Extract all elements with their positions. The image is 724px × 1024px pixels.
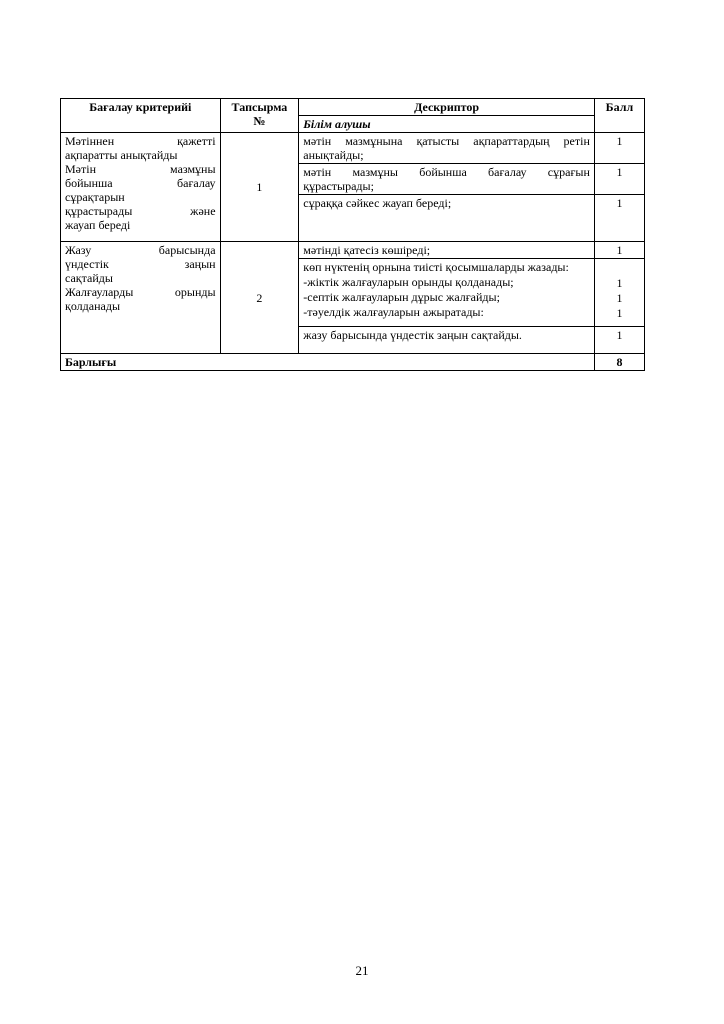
criteria-line: ақпаратты анықтайды: [65, 148, 178, 162]
task-number-2: 2: [220, 242, 299, 354]
header-descriptor: Дескриптор: [299, 99, 595, 116]
criteria-line: Мәтіннен қажетті: [65, 134, 216, 148]
table-row: [61, 242, 645, 259]
descriptor-line: -жіктік жалғауларын орынды қолданады;: [303, 275, 514, 289]
total-score: 8: [594, 354, 644, 371]
descriptor-line: -тәуелдік жалғауларын ажыратады:: [303, 305, 484, 319]
score-cell: 1: [594, 164, 644, 195]
score-cell: 1: [594, 327, 644, 354]
header-learner: Білім алушы: [299, 116, 595, 133]
criteria-line: сақтайды: [65, 271, 113, 285]
descriptor-cell: сұраққа сәйкес жауап береді;: [299, 195, 595, 242]
score-line: 1: [616, 306, 623, 320]
descriptor-line: -септік жалғауларын дұрыс жалғайды;: [303, 290, 500, 304]
table-row: [61, 133, 645, 164]
descriptor-cell: мәтінді қатесіз көшіреді;: [299, 242, 595, 259]
score-cell: 1: [594, 242, 644, 259]
header-score: Балл: [594, 99, 644, 133]
descriptor-cell: [299, 259, 595, 327]
score-line: 1: [616, 276, 623, 290]
total-row: [61, 354, 645, 371]
criteria-line: сұрақтарын: [65, 190, 125, 204]
page-number: 21: [355, 963, 369, 978]
score-cell: 1: [594, 133, 644, 164]
score-cell: 1: [594, 195, 644, 242]
task-number-1: 1: [220, 133, 299, 242]
criteria-line: құрастырады және: [65, 204, 216, 218]
criteria-line: Жазу барысында: [65, 243, 216, 257]
criteria-line: қолданады: [65, 299, 121, 313]
criteria-line: үндестік заңын: [65, 257, 216, 271]
criteria-line: бойынша бағалау: [65, 176, 216, 190]
criteria-line: жауап береді: [65, 218, 131, 232]
header-row: [61, 99, 645, 116]
header-criteria: Бағалау критерийі: [61, 99, 221, 133]
assessment-table: [60, 98, 645, 371]
total-label: Барлығы: [61, 354, 595, 371]
header-task: Тапсырма №: [220, 99, 299, 133]
descriptor-line: көп нүктенің орнына тиісті қосымшаларды жазады:: [303, 260, 569, 274]
score-line: 1: [616, 291, 623, 305]
criteria-line: Жалғауларды орынды: [65, 285, 216, 299]
descriptor-cell: мәтін мазмұнына қатысты ақпараттардың ретін анықтайды;: [299, 133, 595, 164]
criteria-line: Мәтін мазмұны: [65, 162, 216, 176]
descriptor-cell: мәтін мазмұны бойынша бағалау сұрағын құрастырады;: [299, 164, 595, 195]
criteria-cell-2: [61, 242, 221, 354]
criteria-cell-1: [61, 133, 221, 242]
score-cell: [594, 259, 644, 327]
descriptor-cell: жазу барысында үндестік заңын сақтайды.: [299, 327, 595, 354]
